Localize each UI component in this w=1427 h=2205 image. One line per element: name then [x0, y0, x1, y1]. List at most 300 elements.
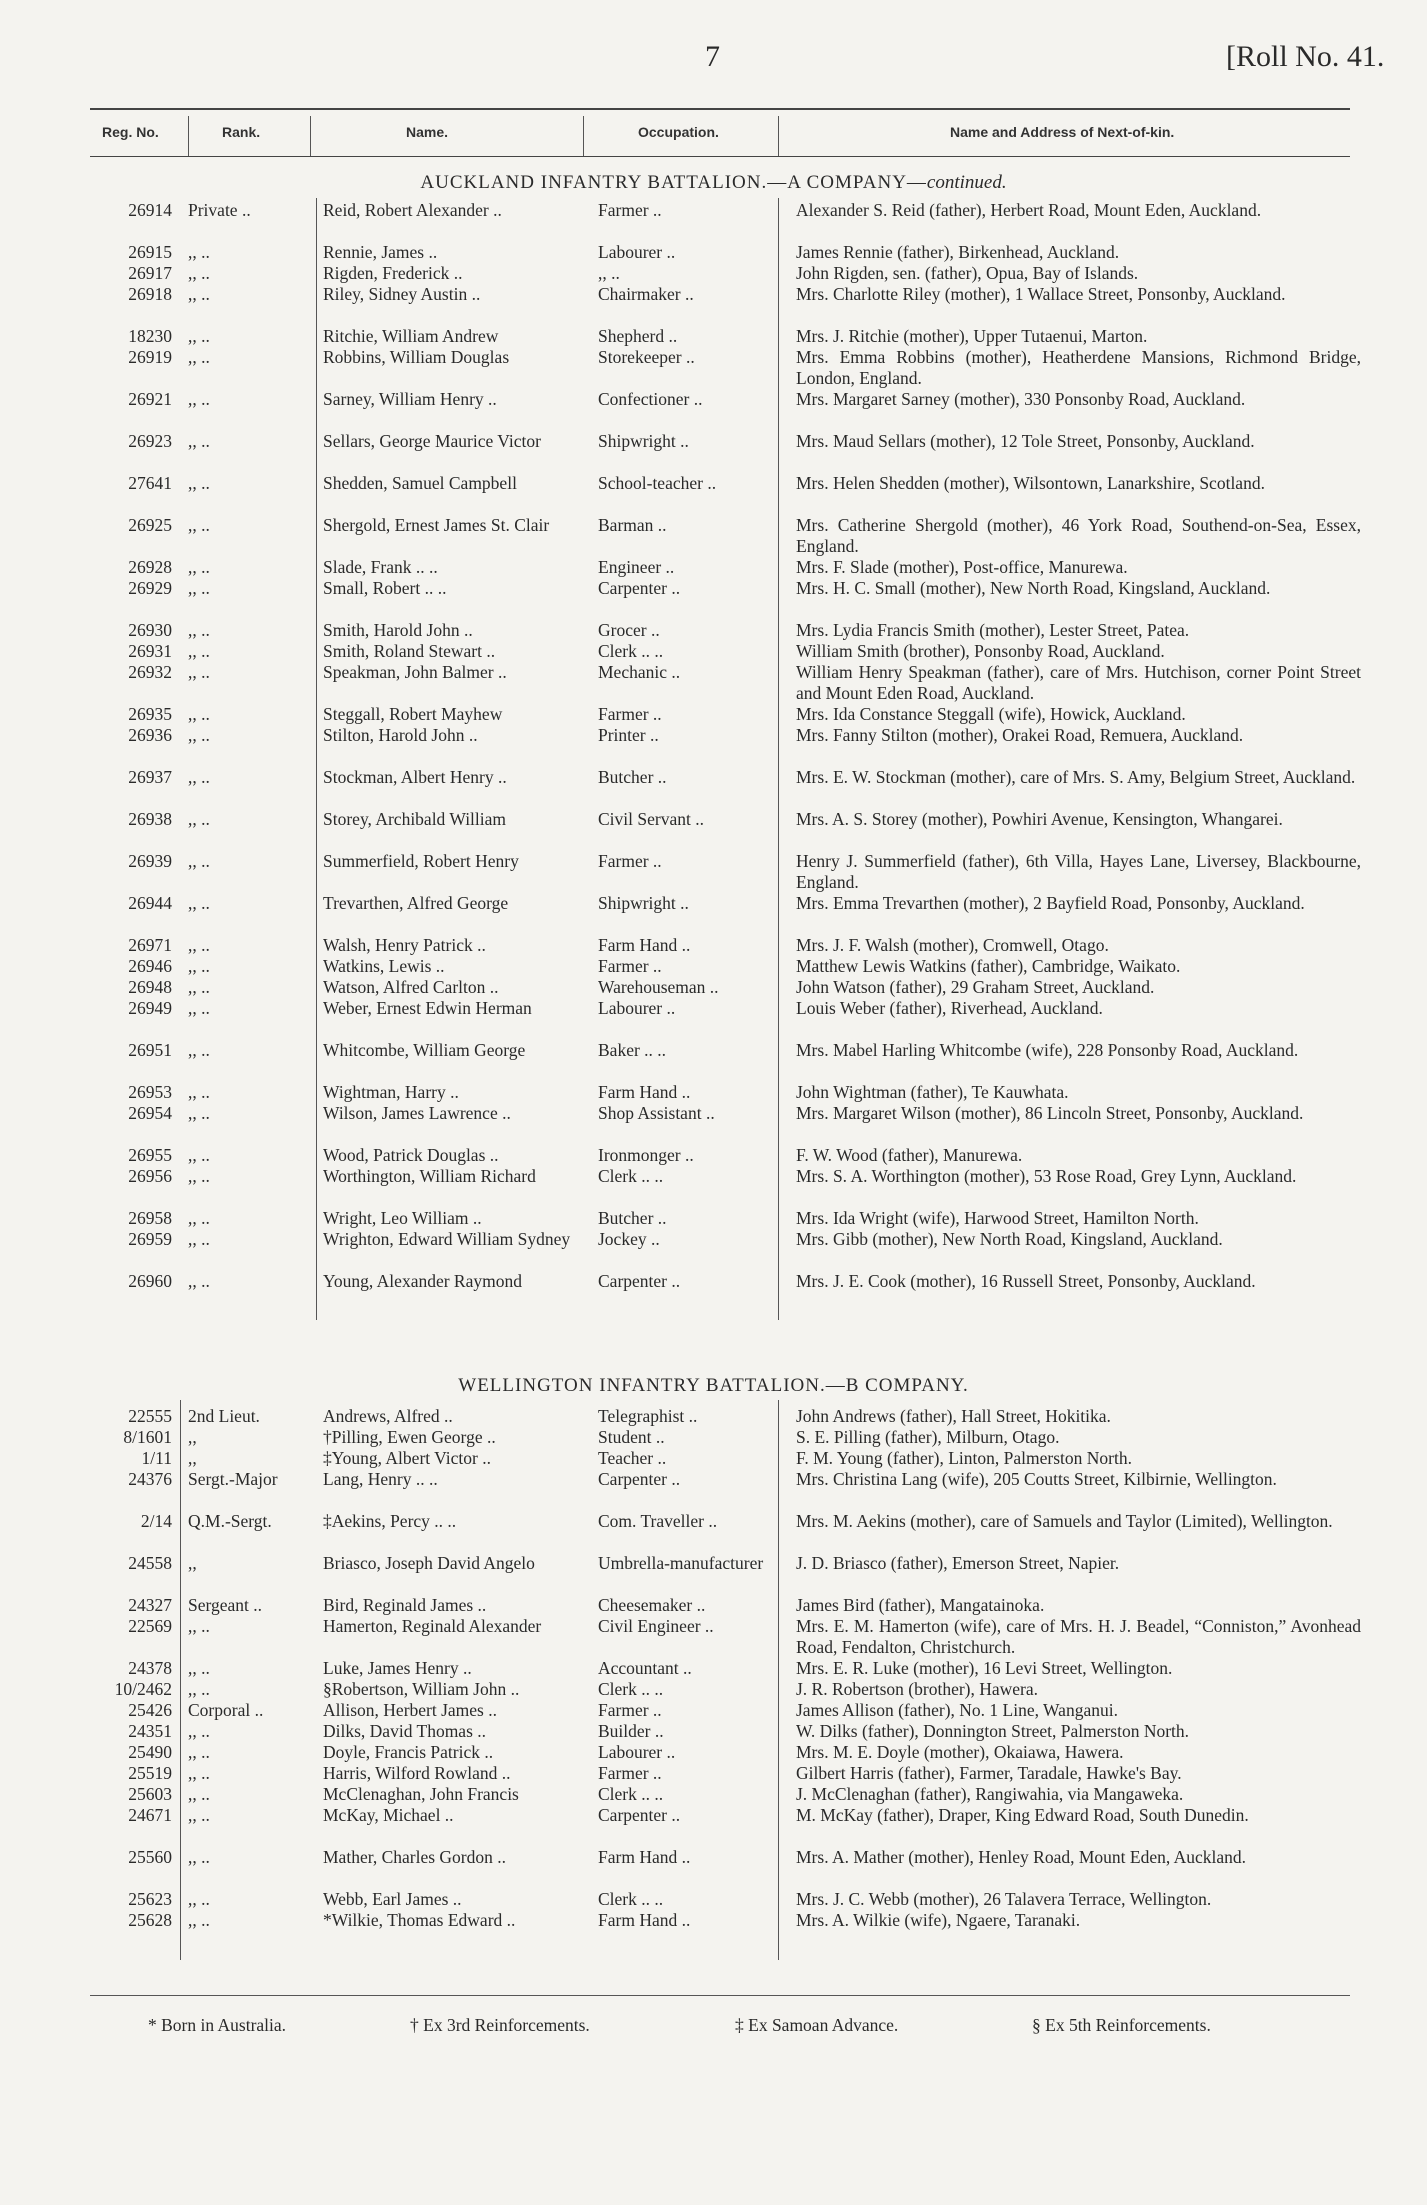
occupation: Farm Hand .. [598, 1082, 691, 1102]
roll-row [0, 431, 1427, 473]
occupation: Cheesemaker .. [598, 1595, 706, 1615]
occupation: Carpenter .. [598, 1271, 681, 1291]
header-rank: Rank. [222, 124, 261, 140]
reg-number: 25628 [128, 1910, 172, 1930]
rank: Private .. [188, 200, 251, 220]
occupation: Farm Hand .. [598, 1910, 691, 1930]
soldier-name: Watson, Alfred Carlton .. [323, 977, 499, 997]
reg-number: 2/14 [140, 1511, 172, 1531]
header-divider [778, 116, 779, 156]
occupation: Student .. [598, 1427, 665, 1447]
next-of-kin: Mrs. Mabel Harling Whitcombe (wife), 228 Ponsonby Road, Auckland. [796, 1040, 1299, 1060]
roll-row [0, 1679, 1427, 1700]
rank: ,, .. [188, 1040, 210, 1060]
next-of-kin: John Andrews (father), Hall Street, Hokitika. [796, 1406, 1111, 1426]
soldier-name: ‡Aekins, Percy .. .. [323, 1511, 457, 1531]
next-of-kin: Mrs. E. R. Luke (mother), 16 Levi Street, Wellington. [796, 1658, 1173, 1678]
header-next-of-kin: Name and Address of Next-of-kin. [950, 124, 1175, 140]
soldier-name: Doyle, Francis Patrick .. [323, 1742, 494, 1762]
footnote: † Ex 3rd Reinforcements. [410, 2015, 590, 2035]
roll-row [0, 1910, 1427, 1931]
soldier-name: Smith, Harold John .. [323, 620, 473, 640]
roll-row [0, 1700, 1427, 1721]
rank: ,, .. [188, 473, 210, 493]
rank: ,, .. [188, 956, 210, 976]
reg-number: 26931 [128, 641, 172, 661]
roll-row [0, 725, 1427, 767]
reg-number: 26932 [128, 662, 172, 682]
next-of-kin: Mrs. M. Aekins (mother), care of Samuels and Taylor (Limited), Wellington. [796, 1511, 1333, 1531]
rank: ,, .. [188, 284, 210, 304]
next-of-kin: Gilbert Harris (father), Farmer, Taradale, Hawke's Bay. [796, 1763, 1182, 1783]
reg-number: 26960 [128, 1271, 172, 1291]
soldier-name: Allison, Herbert James .. [323, 1700, 497, 1720]
next-of-kin: Mrs. J. E. Cook (mother), 16 Russell Street, Ponsonby, Auckland. [796, 1271, 1256, 1291]
reg-number: 26915 [128, 242, 172, 262]
roll-row [0, 1511, 1427, 1553]
occupation: Builder .. [598, 1721, 664, 1741]
roll-row [0, 1595, 1427, 1616]
next-of-kin: Mrs. Gibb (mother), New North Road, Kingsland, Auckland. [796, 1229, 1223, 1249]
next-of-kin: Mrs. Helen Shedden (mother), Wilsontown, Lanarkshire, Scotland. [796, 473, 1265, 493]
rank: ,, .. [188, 515, 210, 535]
occupation: Labourer .. [598, 242, 676, 262]
roll-row [0, 473, 1427, 515]
roll-row [0, 1082, 1427, 1103]
rank: ,, .. [188, 1658, 210, 1678]
occupation: Civil Servant .. [598, 809, 704, 829]
roll-row [0, 620, 1427, 641]
header-divider [583, 116, 584, 156]
soldier-name: Harris, Wilford Rowland .. [323, 1763, 511, 1783]
soldier-name: Sellars, George Maurice Victor [323, 431, 541, 451]
roll-row [0, 1145, 1427, 1166]
rank: ,, .. [188, 1103, 210, 1123]
roll-row [0, 998, 1427, 1040]
rank: ,, .. [188, 977, 210, 997]
next-of-kin: James Rennie (father), Birkenhead, Auckland. [796, 242, 1120, 262]
rank: ,, .. [188, 935, 210, 955]
soldier-name: Slade, Frank .. .. [323, 557, 438, 577]
next-of-kin: John Wightman (father), Te Kauwhata. [796, 1082, 1069, 1102]
occupation: Ironmonger .. [598, 1145, 694, 1165]
next-of-kin: Mrs. Lydia Francis Smith (mother), Lester Street, Patea. [796, 620, 1190, 640]
reg-number: 26919 [128, 347, 172, 367]
occupation: Farmer .. [598, 704, 662, 724]
soldier-name: Sarney, William Henry .. [323, 389, 497, 409]
soldier-name: Wilson, James Lawrence .. [323, 1103, 511, 1123]
occupation: Civil Engineer .. [598, 1616, 714, 1636]
rank: ,, .. [188, 1847, 210, 1867]
next-of-kin: Mrs. A. Wilkie (wife), Ngaere, Taranaki. [796, 1910, 1081, 1930]
reg-number: 26925 [128, 515, 172, 535]
soldier-name: Wightman, Harry .. [323, 1082, 459, 1102]
next-of-kin: John Watson (father), 29 Graham Street, Auckland. [796, 977, 1155, 997]
rank: ,, .. [188, 767, 210, 787]
reg-number: 26954 [128, 1103, 172, 1123]
occupation: Butcher .. [598, 1208, 667, 1228]
reg-number: 26917 [128, 263, 172, 283]
roll-row [0, 1271, 1427, 1313]
next-of-kin: Mrs. Margaret Sarney (mother), 330 Ponsonby Road, Auckland. [796, 389, 1246, 409]
reg-number: 26914 [128, 200, 172, 220]
reg-number: 26918 [128, 284, 172, 304]
rank: ,, .. [188, 1742, 210, 1762]
occupation: Carpenter .. [598, 578, 681, 598]
roll-row [0, 1103, 1427, 1145]
soldier-name: Webb, Earl James .. [323, 1889, 462, 1909]
soldier-name: Mather, Charles Gordon .. [323, 1847, 507, 1867]
occupation: Carpenter .. [598, 1805, 681, 1825]
occupation: Labourer .. [598, 998, 676, 1018]
rank: ,, .. [188, 893, 210, 913]
occupation: Printer .. [598, 725, 659, 745]
roll-row [0, 578, 1427, 620]
soldier-name: Andrews, Alfred .. [323, 1406, 453, 1426]
soldier-name: McClenaghan, John Francis [323, 1784, 519, 1804]
occupation: Labourer .. [598, 1742, 676, 1762]
roll-row [0, 1721, 1427, 1742]
reg-number: 22555 [128, 1406, 172, 1426]
next-of-kin: Mrs. H. C. Small (mother), New North Road, Kingsland, Auckland. [796, 578, 1271, 598]
roll-row [0, 662, 1427, 704]
rank: 2nd Lieut. [188, 1406, 260, 1426]
reg-number: 26921 [128, 389, 172, 409]
roll-row [0, 1448, 1427, 1469]
occupation: Com. Traveller .. [598, 1511, 718, 1531]
rank: ,, .. [188, 704, 210, 724]
soldier-name: *Wilkie, Thomas Edward .. [323, 1910, 516, 1930]
roll-row [0, 1229, 1427, 1271]
reg-number: 26971 [128, 935, 172, 955]
reg-number: 26923 [128, 431, 172, 451]
reg-number: 26936 [128, 725, 172, 745]
reg-number: 26946 [128, 956, 172, 976]
soldier-name: Dilks, David Thomas .. [323, 1721, 487, 1741]
section-auckland-rows [0, 200, 1427, 1313]
soldier-name: Weber, Ernest Edwin Herman [323, 998, 532, 1018]
occupation: Confectioner .. [598, 389, 703, 409]
soldier-name: Rigden, Frederick .. [323, 263, 463, 283]
rank: ,, .. [188, 347, 210, 367]
soldier-name: Stilton, Harold John .. [323, 725, 478, 745]
rank: ,, .. [188, 326, 210, 346]
next-of-kin: William Smith (brother), Ponsonby Road, Auckland. [796, 641, 1165, 661]
soldier-name: Riley, Sidney Austin .. [323, 284, 481, 304]
reg-number: 26937 [128, 767, 172, 787]
occupation: Mechanic .. [598, 662, 681, 682]
reg-number: 26939 [128, 851, 172, 871]
soldier-name: Summerfield, Robert Henry [323, 851, 519, 871]
section-title-text: WELLINGTON INFANTRY BATTALION.—B COMPANY. [458, 1375, 969, 1396]
reg-number: 22569 [128, 1616, 172, 1636]
rank: ,, [188, 1448, 197, 1468]
occupation: Clerk .. .. [598, 1784, 664, 1804]
rank: ,, .. [188, 1271, 210, 1291]
next-of-kin: Mrs. Emma Robbins (mother), Heatherdene Mansions, Richmond Bridge, London, England. [796, 347, 1361, 388]
reg-number: 24558 [128, 1553, 172, 1573]
rank: Q.M.-Sergt. [188, 1511, 272, 1531]
reg-number: 25490 [128, 1742, 172, 1762]
occupation: Teacher .. [598, 1448, 667, 1468]
roll-row [0, 977, 1427, 998]
roll-row [0, 263, 1427, 284]
roll-row [0, 893, 1427, 935]
reg-number: 26944 [128, 893, 172, 913]
rank: ,, .. [188, 1805, 210, 1825]
reg-number: 18230 [128, 326, 172, 346]
roll-row [0, 767, 1427, 809]
section-wellington-rows [0, 1406, 1427, 1931]
occupation: Shipwright .. [598, 431, 689, 451]
reg-number: 24671 [128, 1805, 172, 1825]
next-of-kin: F. M. Young (father), Linton, Palmerston North. [796, 1448, 1132, 1468]
rank: ,, .. [188, 620, 210, 640]
reg-number: 25560 [128, 1847, 172, 1867]
occupation: Clerk .. .. [598, 641, 664, 661]
next-of-kin: F. W. Wood (father), Manurewa. [796, 1145, 1023, 1165]
soldier-name: ‡Young, Albert Victor .. [323, 1448, 491, 1468]
next-of-kin: J. D. Briasco (father), Emerson Street, Napier. [796, 1553, 1120, 1573]
rank: ,, .. [188, 1889, 210, 1909]
section-title-text: AUCKLAND INFANTRY BATTALION.—A COMPANY— [420, 172, 927, 193]
reg-number: 24378 [128, 1658, 172, 1678]
next-of-kin: Mrs. Christina Lang (wife), 205 Coutts Street, Kilbirnie, Wellington. [796, 1469, 1277, 1489]
footnote-rule [90, 1995, 1350, 1996]
soldier-name: Young, Alexander Raymond [323, 1271, 522, 1291]
footnote: ‡ Ex Samoan Advance. [735, 2015, 899, 2035]
rank: ,, .. [188, 851, 210, 871]
rank: ,, .. [188, 809, 210, 829]
rank: ,, .. [188, 641, 210, 661]
reg-number: 1/11 [141, 1448, 172, 1468]
next-of-kin: Mrs. Fanny Stilton (mother), Orakei Road, Remuera, Auckland. [796, 725, 1244, 745]
occupation: Clerk .. .. [598, 1166, 664, 1186]
reg-number: 25603 [128, 1784, 172, 1804]
reg-number: 26928 [128, 557, 172, 577]
section-title-suffix: continued. [926, 172, 1007, 193]
footnote: * Born in Australia. [148, 2015, 287, 2035]
rank: ,, .. [188, 1616, 210, 1636]
soldier-name: Whitcombe, William George [323, 1040, 526, 1060]
soldier-name: Reid, Robert Alexander .. [323, 200, 502, 220]
rank: ,, .. [188, 1910, 210, 1930]
occupation: Farmer .. [598, 1700, 662, 1720]
occupation: Shop Assistant .. [598, 1103, 715, 1123]
occupation: Butcher .. [598, 767, 667, 787]
reg-number: 25623 [128, 1889, 172, 1909]
roll-row [0, 1166, 1427, 1208]
occupation: Shipwright .. [598, 893, 689, 913]
soldier-name: Wright, Leo William .. [323, 1208, 482, 1228]
roll-row [0, 326, 1427, 347]
rank: Sergt.-Major [188, 1469, 278, 1489]
next-of-kin: Mrs. Catherine Shergold (mother), 46 York Road, Southend-on-Sea, Essex, England. [796, 515, 1361, 556]
rank: ,, [188, 1427, 197, 1447]
occupation: Clerk .. .. [598, 1889, 664, 1909]
roll-row [0, 809, 1427, 851]
rank: Corporal .. [188, 1700, 264, 1720]
reg-number: 25519 [128, 1763, 172, 1783]
occupation: Umbrella-manufacturer [598, 1553, 764, 1573]
rank: ,, .. [188, 998, 210, 1018]
reg-number: 10/2462 [114, 1679, 172, 1699]
soldier-name: Luke, James Henry .. [323, 1658, 472, 1678]
next-of-kin: M. McKay (father), Draper, King Edward Road, South Dunedin. [796, 1805, 1249, 1825]
roll-row [0, 389, 1427, 431]
soldier-name: Shergold, Ernest James St. Clair [323, 515, 550, 535]
soldier-name: Bird, Reginald James .. [323, 1595, 487, 1615]
reg-number: 26955 [128, 1145, 172, 1165]
next-of-kin: James Allison (father), No. 1 Line, Wanganui. [796, 1700, 1118, 1720]
occupation: Barman .. [598, 515, 667, 535]
soldier-name: Storey, Archibald William [323, 809, 507, 829]
next-of-kin: J. R. Robertson (brother), Hawera. [796, 1679, 1039, 1699]
roll-row [0, 347, 1427, 389]
header-reg-no: Reg. No. [102, 124, 159, 140]
occupation: Farm Hand .. [598, 1847, 691, 1867]
rank: ,, .. [188, 1784, 210, 1804]
soldier-name: Small, Robert .. .. [323, 578, 447, 598]
rank: ,, .. [188, 1679, 210, 1699]
soldier-name: McKay, Michael .. [323, 1805, 454, 1825]
soldier-name: Watkins, Lewis .. [323, 956, 445, 976]
reg-number: 26956 [128, 1166, 172, 1186]
soldier-name: Steggall, Robert Mayhew [323, 704, 503, 724]
roll-row [0, 1784, 1427, 1805]
occupation: Carpenter .. [598, 1469, 681, 1489]
next-of-kin: J. McClenaghan (father), Rangiwahia, via Mangaweka. [796, 1784, 1184, 1804]
occupation: ,, .. [598, 263, 620, 283]
soldier-name: §Robertson, William John .. [323, 1679, 520, 1699]
roll-row [0, 704, 1427, 725]
reg-number: 26959 [128, 1229, 172, 1249]
soldier-name: Wrighton, Edward William Sydney [323, 1229, 571, 1249]
occupation: Farm Hand .. [598, 935, 691, 955]
occupation: School-teacher .. [598, 473, 717, 493]
soldier-name: Briasco, Joseph David Angelo [323, 1553, 535, 1573]
next-of-kin: Mrs. Ida Wright (wife), Harwood Street, Hamilton North. [796, 1208, 1199, 1228]
occupation: Chairmaker .. [598, 284, 694, 304]
occupation: Farmer .. [598, 956, 662, 976]
rank: ,, .. [188, 389, 210, 409]
soldier-name: Speakman, John Balmer .. [323, 662, 507, 682]
next-of-kin: William Henry Speakman (father), care of Mrs. Hutchison, corner Point Street and Mount Eden Road, Auckland. [796, 662, 1361, 703]
occupation: Baker .. .. [598, 1040, 667, 1060]
occupation: Accountant .. [598, 1658, 692, 1678]
occupation: Clerk .. .. [598, 1679, 664, 1699]
next-of-kin: Mrs. Margaret Wilson (mother), 86 Lincoln Street, Ponsonby, Auckland. [796, 1103, 1304, 1123]
rank: ,, .. [188, 1229, 210, 1249]
rank: ,, .. [188, 1082, 210, 1102]
soldier-name: Trevarthen, Alfred George [323, 893, 509, 913]
rank: ,, .. [188, 1166, 210, 1186]
soldier-name: Ritchie, William Andrew [323, 326, 499, 346]
next-of-kin: Mrs. Ida Constance Steggall (wife), Howick, Auckland. [796, 704, 1186, 724]
reg-number: 26929 [128, 578, 172, 598]
roll-row [0, 1208, 1427, 1229]
section-wellington-title [0, 1375, 1427, 1397]
rank: ,, .. [188, 1145, 210, 1165]
header-rule-bottom [90, 156, 1350, 157]
occupation: Storekeeper .. [598, 347, 695, 367]
reg-number: 26948 [128, 977, 172, 997]
rank: ,, .. [188, 578, 210, 598]
soldier-name: †Pilling, Ewen George .. [323, 1427, 496, 1447]
occupation: Farmer .. [598, 1763, 662, 1783]
roll-row [0, 1427, 1427, 1448]
reg-number: 26935 [128, 704, 172, 724]
soldier-name: Hamerton, Reginald Alexander [323, 1616, 542, 1636]
roll-row [0, 956, 1427, 977]
roll-row [0, 1040, 1427, 1082]
reg-number: 26953 [128, 1082, 172, 1102]
rank: ,, .. [188, 263, 210, 283]
rank: ,, .. [188, 1721, 210, 1741]
rank: ,, .. [188, 725, 210, 745]
soldier-name: Worthington, William Richard [323, 1166, 536, 1186]
next-of-kin: W. Dilks (father), Donnington Street, Palmerston North. [796, 1721, 1190, 1741]
rank: ,, .. [188, 662, 210, 682]
roll-row [0, 1616, 1427, 1658]
soldier-name: Wood, Patrick Douglas .. [323, 1145, 499, 1165]
soldier-name: Smith, Roland Stewart .. [323, 641, 496, 661]
soldier-name: Stockman, Albert Henry .. [323, 767, 507, 787]
header-name: Name. [406, 124, 449, 140]
roll-row [0, 1553, 1427, 1595]
roll-row [0, 1742, 1427, 1763]
roll-row [0, 935, 1427, 956]
next-of-kin: Alexander S. Reid (father), Herbert Road, Mount Eden, Auckland. [796, 200, 1262, 220]
rank: ,, .. [188, 1208, 210, 1228]
roll-row [0, 641, 1427, 662]
occupation: Shepherd .. [598, 326, 678, 346]
roll-row [0, 1406, 1427, 1427]
roll-row [0, 1889, 1427, 1910]
roll-row [0, 515, 1427, 557]
next-of-kin: S. E. Pilling (father), Milburn, Otago. [796, 1427, 1060, 1447]
next-of-kin: Mrs. Maud Sellars (mother), 12 Tole Street, Ponsonby, Auckland. [796, 431, 1255, 451]
next-of-kin: Matthew Lewis Watkins (father), Cambridge, Waikato. [796, 956, 1181, 976]
roll-row [0, 1658, 1427, 1679]
next-of-kin: Mrs. J. F. Walsh (mother), Cromwell, Otago. [796, 935, 1109, 955]
next-of-kin: Mrs. Emma Trevarthen (mother), 2 Bayfield Road, Ponsonby, Auckland. [796, 893, 1305, 913]
reg-number: 24327 [128, 1595, 172, 1615]
occupation: Jockey .. [598, 1229, 660, 1249]
occupation: Farmer .. [598, 851, 662, 871]
roll-row [0, 284, 1427, 326]
reg-number: 25426 [128, 1700, 172, 1720]
next-of-kin: Mrs. J. Ritchie (mother), Upper Tutaenui, Marton. [796, 326, 1148, 346]
rank: ,, [188, 1553, 197, 1573]
roll-row [0, 557, 1427, 578]
reg-number: 26938 [128, 809, 172, 829]
reg-number: 26930 [128, 620, 172, 640]
next-of-kin: Mrs. A. Mather (mother), Henley Road, Mount Eden, Auckland. [796, 1847, 1247, 1867]
reg-number: 26951 [128, 1040, 172, 1060]
soldier-name: Shedden, Samuel Campbell [323, 473, 517, 493]
header-divider [310, 116, 311, 156]
header-divider [188, 116, 189, 156]
reg-number: 26949 [128, 998, 172, 1018]
footnote: § Ex 5th Reinforcements. [1032, 2015, 1211, 2035]
soldier-name: Walsh, Henry Patrick .. [323, 935, 486, 955]
reg-number: 26958 [128, 1208, 172, 1228]
reg-number: 27641 [128, 473, 172, 493]
occupation: Farmer .. [598, 200, 662, 220]
section-auckland-title [0, 172, 1427, 194]
page-number: 7 [705, 40, 720, 73]
